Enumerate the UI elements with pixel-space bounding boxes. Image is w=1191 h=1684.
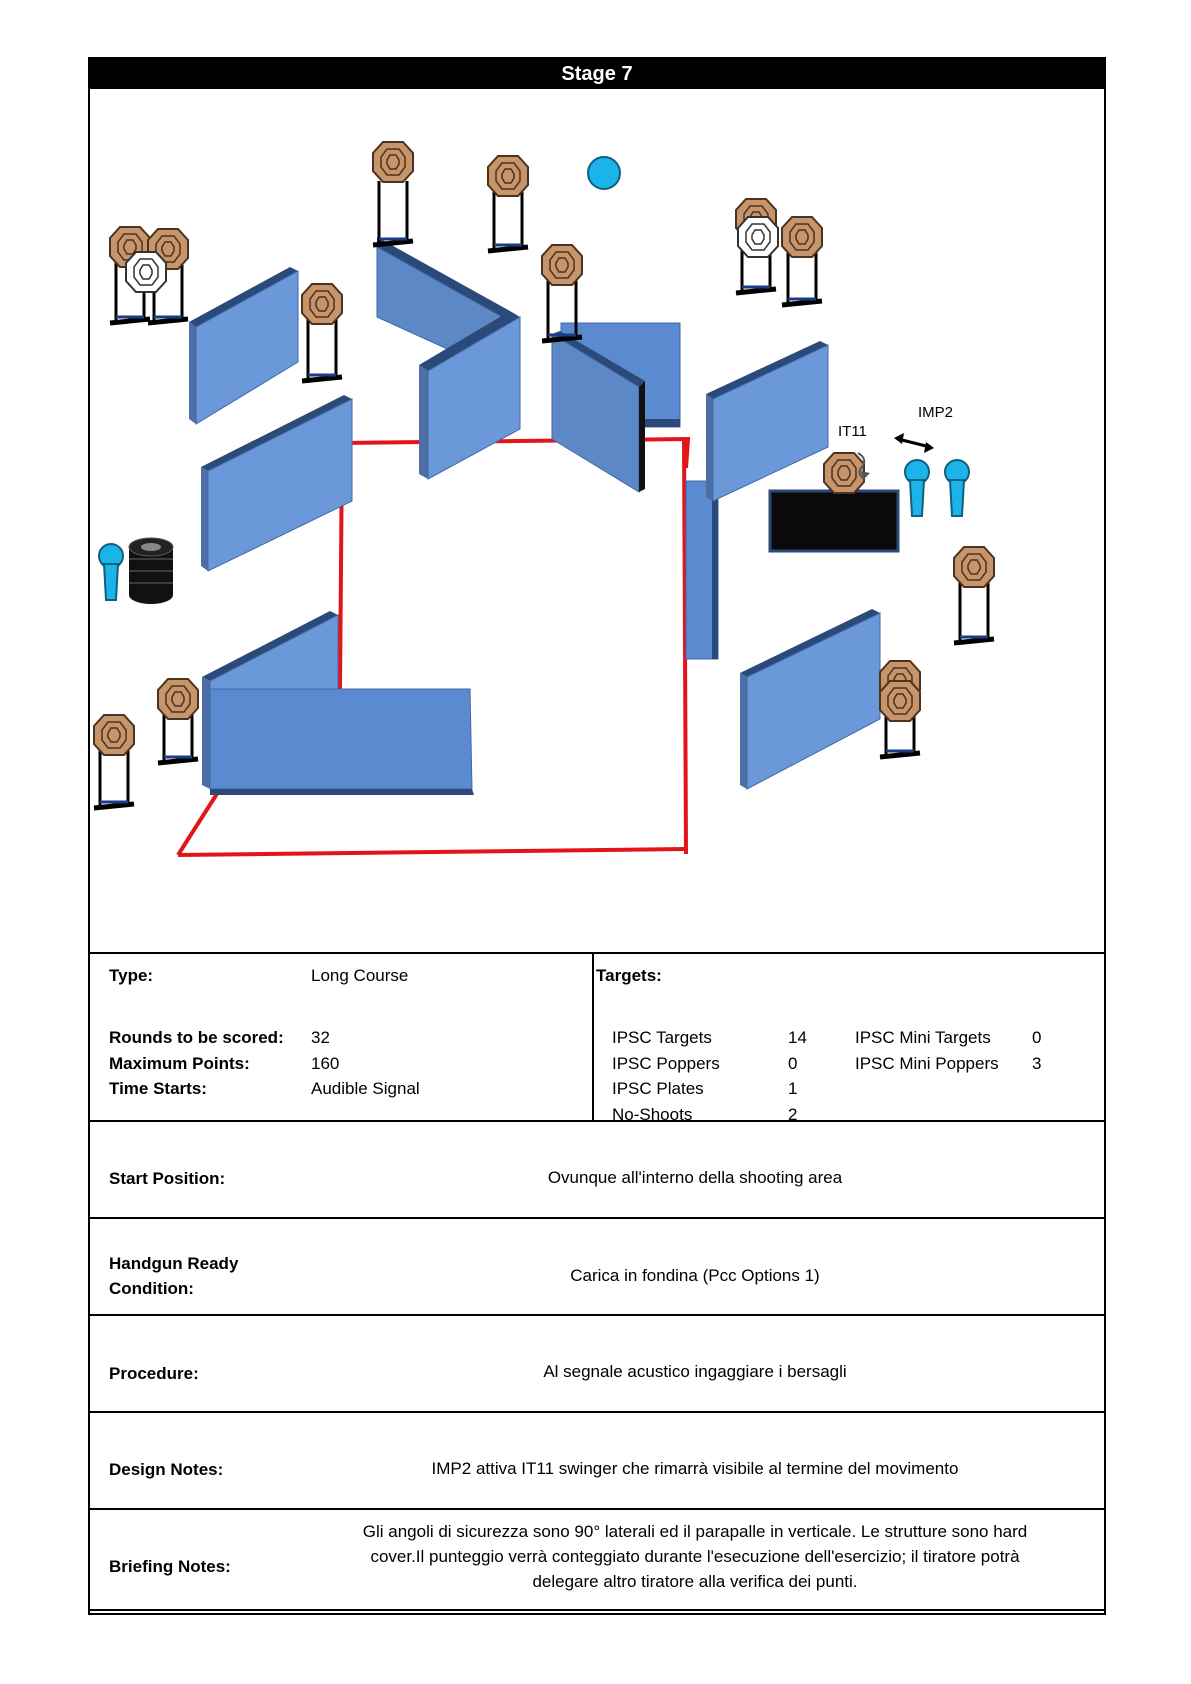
rounds-label: Rounds to be scored:: [109, 1028, 284, 1047]
points-value: 160: [311, 1054, 340, 1073]
divider-start: [90, 1120, 1104, 1122]
double-arrow-icon: [894, 433, 934, 453]
divider-briefing: [90, 1508, 1104, 1510]
no-shoots-label: No-Shoots: [612, 1105, 693, 1124]
mini-poppers-label: IPSC Mini Poppers: [855, 1054, 999, 1073]
time-label: Time Starts:: [109, 1079, 207, 1098]
mini-targets-value: 0: [1032, 1028, 1042, 1047]
label-it11: IT11: [838, 423, 867, 440]
ipsc-plate: [588, 157, 620, 189]
start-value: Ovunque all'interno della shooting area: [547, 1168, 843, 1187]
briefing-line-3: delegare altro tiratore alla verifica dei punti.: [532, 1572, 858, 1591]
divider-design: [90, 1411, 1104, 1413]
design-label: Design Notes:: [109, 1460, 224, 1479]
stage-diagram: [90, 89, 1104, 953]
ipsc-plates-value: 1: [788, 1079, 798, 1098]
divider-targets-vertical: [592, 952, 594, 1120]
label-imp2: IMP2: [918, 404, 954, 421]
divider-bottom: [90, 1609, 1104, 1611]
time-value: Audible Signal: [311, 1079, 420, 1098]
stage-title: Stage 7: [90, 59, 1104, 89]
procedure-value: Al segnale acustico ingaggiare i bersagli: [543, 1362, 847, 1381]
divider-ready: [90, 1217, 1104, 1219]
divider-procedure: [90, 1314, 1104, 1316]
ipsc-targets-label: IPSC Targets: [612, 1028, 712, 1047]
barrel-stack: [129, 538, 173, 604]
type-label: Type:: [109, 966, 154, 985]
design-value: IMP2 attiva IT11 swinger che rimarrà visibile al termine del movimento: [431, 1459, 959, 1478]
ready-label-line-2: Condition:: [109, 1279, 194, 1298]
type-value: Long Course: [311, 966, 409, 985]
rounds-value: 32: [311, 1028, 330, 1047]
stage-sheet: [88, 57, 1106, 1615]
targets-header: Targets:: [596, 966, 662, 985]
walls: [189, 237, 898, 795]
procedure-label: Procedure:: [109, 1364, 199, 1383]
briefing-line-1: Gli angoli di sicurezza sono 90° laterali ed il parapalle in verticale. Le strutture sono hard: [362, 1522, 1028, 1541]
briefing-line-2: cover.Il punteggio verrà conteggiato durante l'esecuzione dell'esercizio; il tiratore potrà: [370, 1547, 1020, 1566]
ipsc-poppers-value: 0: [788, 1054, 798, 1073]
briefing-value: [300, 1519, 1090, 1594]
stage-layout-drawing: [90, 89, 1104, 953]
start-label: Start Position:: [109, 1169, 226, 1188]
points-label: Maximum Points:: [109, 1054, 250, 1073]
ipsc-poppers-label: IPSC Poppers: [612, 1054, 720, 1073]
ready-value: Carica in fondina (Pcc Options 1): [570, 1266, 820, 1285]
ipsc-targets-value: 14: [788, 1028, 807, 1047]
mini-poppers-value: 3: [1032, 1054, 1042, 1073]
briefing-label: Briefing Notes:: [109, 1557, 231, 1576]
divider-info: [90, 952, 1104, 954]
ipsc-plates-label: IPSC Plates: [612, 1079, 704, 1098]
ready-label-line-1: Handgun Ready: [109, 1254, 239, 1273]
mini-targets-label: IPSC Mini Targets: [855, 1028, 991, 1047]
no-shoots-value: 2: [788, 1105, 798, 1124]
